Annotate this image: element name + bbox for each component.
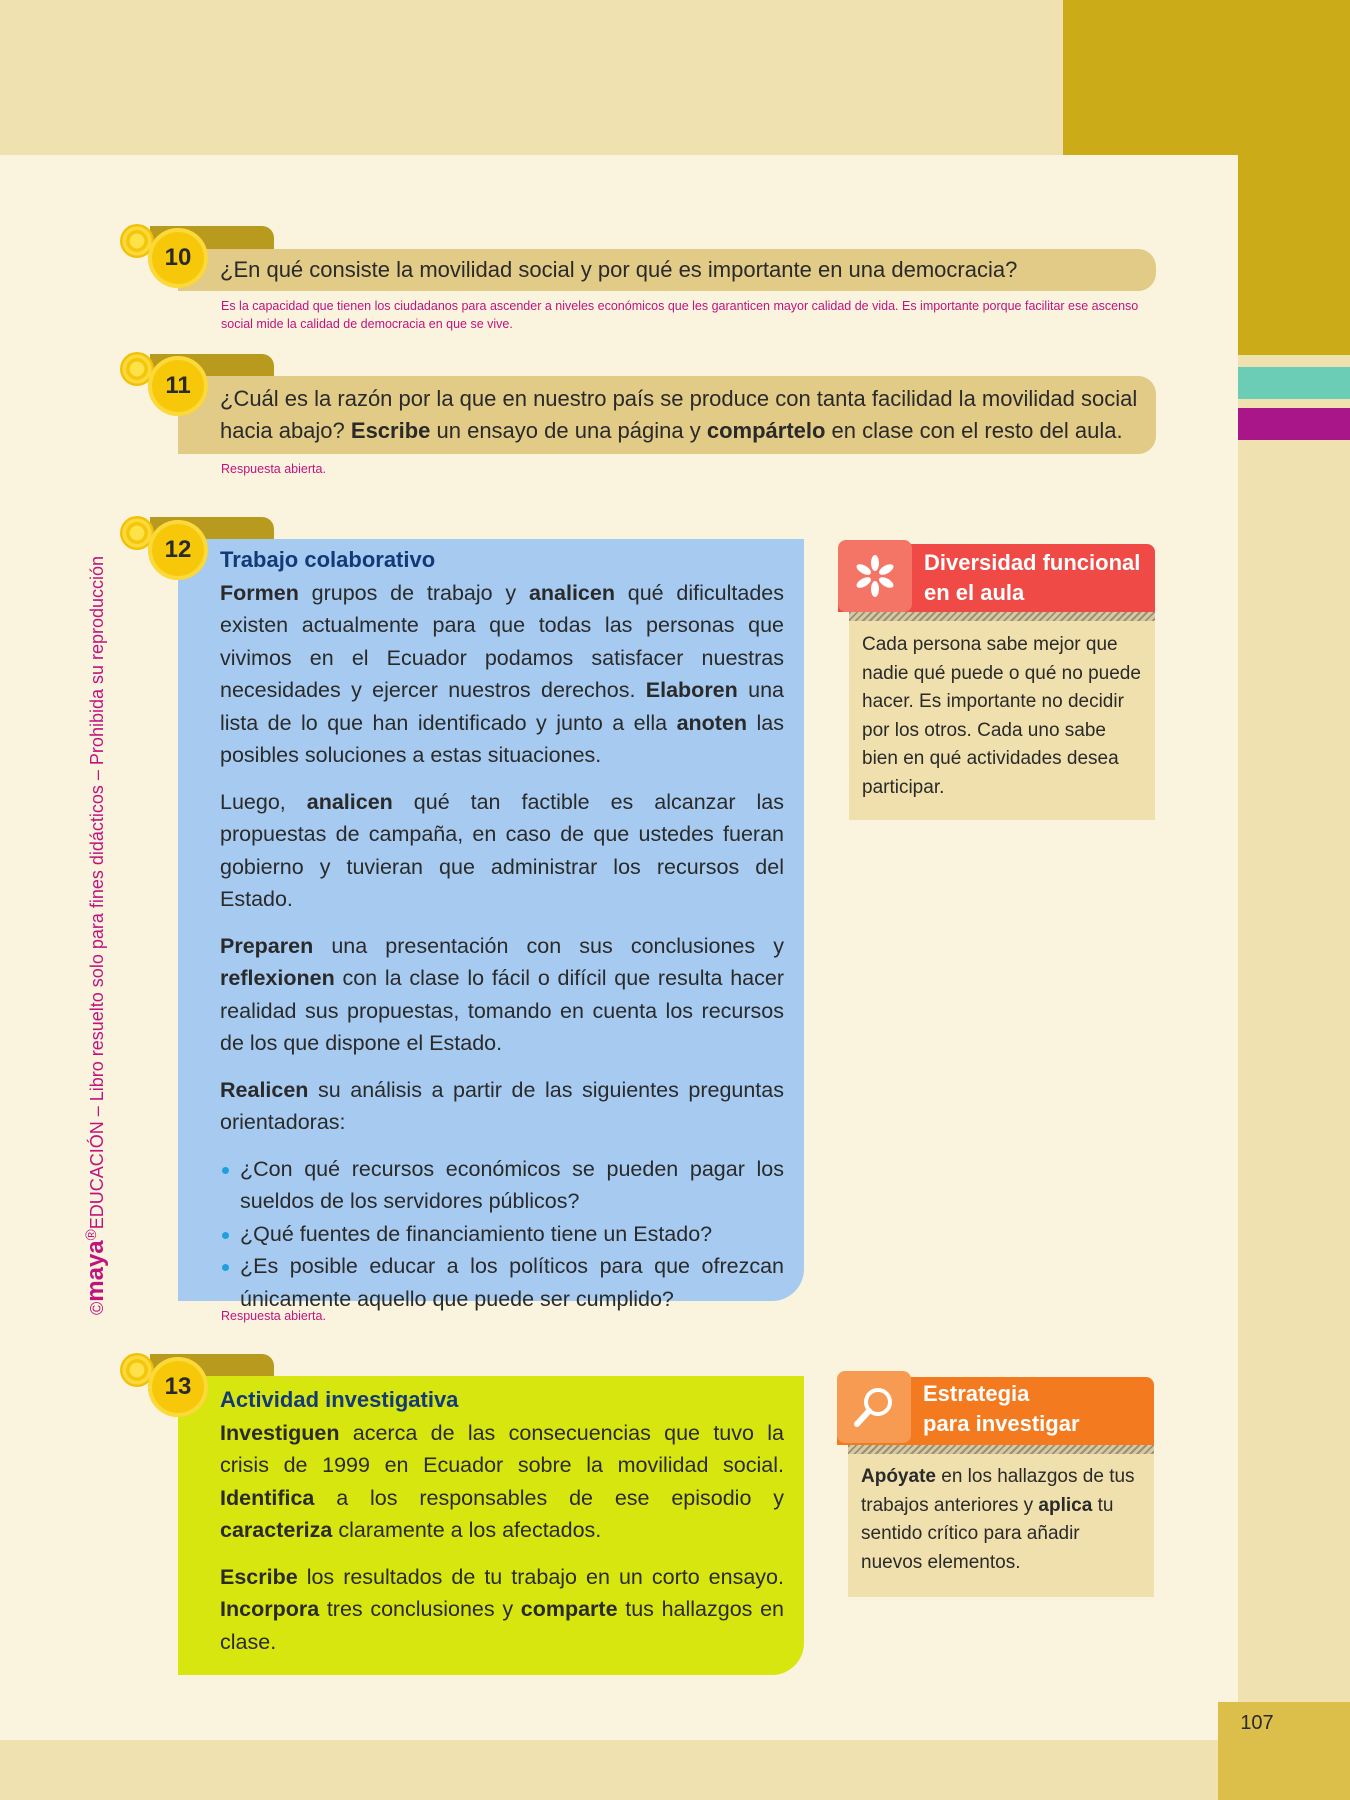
bold-keyword: Preparen <box>220 933 314 958</box>
text-run: las posibles soluciones a estas situaciones. <box>220 710 784 767</box>
q12-number-badge: 12 <box>148 520 208 580</box>
text-run: una presentación con sus conclusiones y <box>313 933 784 958</box>
copyright-side-text <box>82 556 110 1315</box>
top-gold-block <box>1063 0 1350 155</box>
estrategia-title-line2: para investigar <box>923 1411 1080 1436</box>
text-run: claramente a los afectados. <box>332 1518 602 1542</box>
q12-bullet: ¿Es posible educar a los políticos para que ofrezcan únicamente aquello que puede ser cumplido? <box>220 1250 784 1315</box>
q13-number-badge: 13 <box>148 1357 208 1417</box>
q11-question-part3: en clase con el resto del aula. <box>825 418 1123 443</box>
bottom-band <box>0 1740 1350 1800</box>
text-run: a los responsables de ese episodio y <box>314 1485 784 1510</box>
q13-paragraph-2 <box>220 1561 784 1659</box>
q11-answer: Respuesta abierta. <box>221 462 326 476</box>
estrategia-panel-body <box>861 1463 1146 1577</box>
text-run: grupos de trabajo y <box>298 580 529 605</box>
estrategia-panel-stripe <box>848 1445 1154 1454</box>
text-run: con la clase lo fácil o difícil que resulta hacer realidad sus propuestas, tomando en cuenta los recursos de los que dispone el Estado. <box>220 966 784 1055</box>
diversidad-panel-body: Cada persona sabe mejor que nadie qué puede o qué no puede hacer. Es importante no decidir por los otros. Cada uno sabe bien en qué actividades desea participar. <box>862 634 1141 798</box>
bold-keyword: Incorpora <box>220 1597 320 1621</box>
asterisk-flower-icon <box>838 540 912 612</box>
right-teal-tab <box>1238 367 1350 399</box>
estrategia-bold-apoyate: Apóyate <box>861 1466 936 1487</box>
magnifier-icon <box>837 1371 911 1443</box>
q12-title: Trabajo colaborativo <box>220 547 436 572</box>
bold-keyword: Escribe <box>220 1564 298 1589</box>
text-run: tus hallazgos en clase. <box>220 1597 785 1654</box>
estrategia-text-2: tu sentido crítico para añadir nuevos elementos. <box>861 1494 1114 1573</box>
diversidad-title-line1: Diversidad funcional <box>924 550 1141 575</box>
text-run: los resultados de tu trabajo en un corto ensayo. <box>297 1564 784 1589</box>
q10-answer: Es la capacidad que tienen los ciudadanos para ascender a niveles económicos que les garanticen mayor calidad de vida. Es importante porque facilitar ese ascenso social mide la calidad de democracia en que se vive. <box>221 299 1139 331</box>
text-run: una lista de lo que han identificado y junto a ella <box>220 678 784 735</box>
bold-keyword: analicen <box>528 580 615 605</box>
q11-question-bar <box>178 376 1156 454</box>
diversidad-panel-stripe <box>849 612 1155 621</box>
q12-paragraph-1 <box>220 577 784 772</box>
text-run: Luego, <box>220 789 307 814</box>
q11-number-badge: 11 <box>148 356 208 416</box>
text-run: qué tan factible es alcanzar las propuestas de campaña, en caso de que ustedes fueran gobierno y tuvieran que administrar los recursos del Estado. <box>220 789 785 911</box>
q12-content <box>220 544 784 1315</box>
bold-keyword: analicen <box>306 789 393 814</box>
page-number: 107 <box>1240 1712 1274 1734</box>
q12-paragraph-2 <box>220 786 784 916</box>
q11-question-part2: un ensayo de una página y <box>430 418 707 443</box>
q13-content <box>220 1384 784 1672</box>
estrategia-bold-aplica: aplica <box>1038 1494 1093 1516</box>
right-gold-tab <box>1238 155 1350 355</box>
bold-keyword: Investiguen <box>220 1420 340 1445</box>
q10-number-badge: 10 <box>148 228 208 288</box>
text-run: su análisis a partir de las siguientes preguntas orientadoras: <box>220 1077 784 1134</box>
right-magenta-tab <box>1238 408 1350 440</box>
bold-keyword: Elaboren <box>645 678 738 702</box>
q12-answer: Respuesta abierta. <box>221 1309 326 1323</box>
bold-keyword: Formen <box>220 580 299 605</box>
bold-keyword: Realicen <box>220 1077 309 1102</box>
registered-mark: ® <box>83 1229 100 1241</box>
q12-paragraph-3 <box>220 930 784 1060</box>
estrategia-panel-title <box>923 1379 1080 1439</box>
bold-keyword: Identifica <box>220 1485 315 1510</box>
q11-bold-escribe: Escribe <box>350 418 431 443</box>
bold-keyword: anoten <box>676 710 748 735</box>
bold-keyword: comparte <box>520 1597 618 1621</box>
estrategia-title-line1: Estrategia <box>923 1381 1030 1406</box>
q11-bold-compartelo: compártelo <box>706 418 826 443</box>
q11-question: ¿Cuál es la razón por la que en nuestro país se produce con tanta facilidad la movilidad social hacia abajo? <box>220 386 1138 443</box>
diversidad-panel-title <box>924 548 1140 608</box>
copyright-notice: EDUCACIÓN – Libro resuelto solo para fines didácticos – Prohibida su reproducción <box>87 555 107 1230</box>
q12-bullet-list <box>220 1153 784 1316</box>
brand-name: maya <box>82 1240 109 1302</box>
q12-bullet: ¿Con qué recursos económicos se pueden pagar los sueldos de los servidores públicos? <box>220 1153 784 1218</box>
q12-bullet: ¿Qué fuentes de financiamiento tiene un Estado? <box>220 1218 784 1251</box>
text-run: qué dificultades existen actualmente para que todas las personas que vivimos en el Ecuador podamos satisfacer nuestras necesidades y ejercer nuestros derechos. <box>220 580 784 702</box>
q13-paragraph-1 <box>220 1417 784 1547</box>
diversidad-title-line2: en el aula <box>924 580 1025 605</box>
text-run: acerca de las consecuencias que tuvo la crisis de 1999 en Ecuador sobre la movilidad social. <box>220 1420 784 1477</box>
estrategia-text-1: en los hallazgos de tus trabajos anteriores y <box>861 1466 1135 1516</box>
q10-question-bar <box>178 249 1156 291</box>
copyright-symbol: © <box>87 1301 107 1315</box>
bold-keyword: caracteriza <box>220 1518 333 1542</box>
q13-title: Actividad investigativa <box>220 1387 459 1412</box>
bold-keyword: reflexionen <box>220 966 335 990</box>
text-run: tres conclusiones y <box>319 1597 521 1621</box>
q12-paragraph-4 <box>220 1074 784 1139</box>
q10-question: ¿En qué consiste la movilidad social y por qué es importante en una democracia? <box>220 257 1018 282</box>
